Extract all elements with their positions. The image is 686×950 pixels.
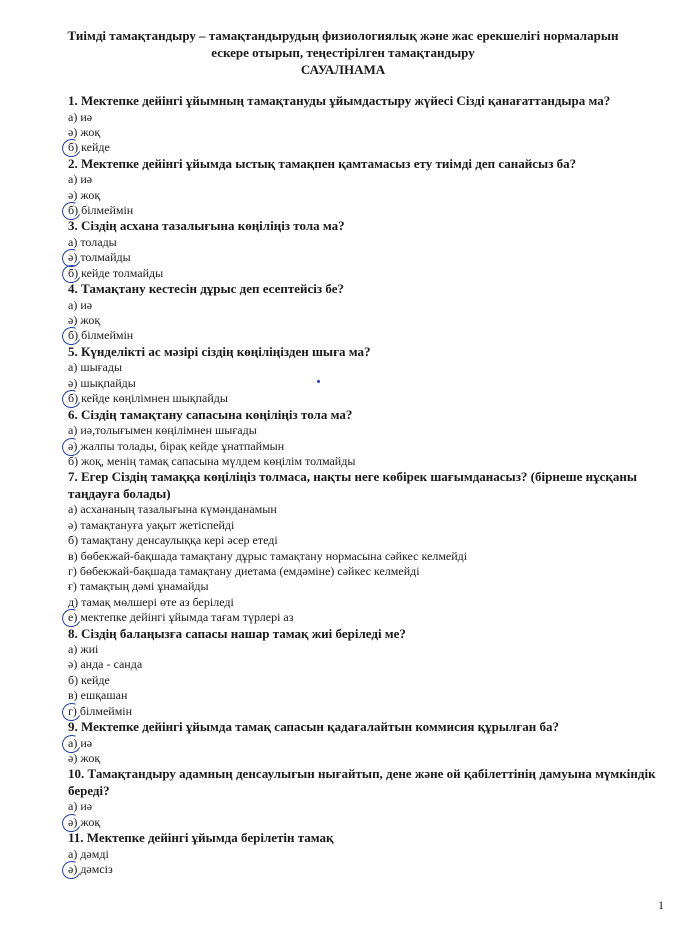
answer-option: а) шығады (68, 360, 123, 375)
answer-option: б) кейде (68, 672, 110, 687)
question-7: 7. Егер Сіздің тамаққа көңіліңіз толмаса, нақты неге көбірек шағымданасыз? (бірнеше нұсқаны таңдауға болады) (68, 469, 637, 501)
header-title-line1: Тиімді тамақтандыру – тамақтандырудың физиологиялық және жас ерекшелігі нормаларын (67, 28, 619, 43)
answer-option: а) иә (68, 799, 93, 814)
question-3: 3. Сіздің асхана тазалығына көңіліңіз тола ма? (68, 218, 345, 234)
answer-option-selected: б) білмеймін (68, 203, 658, 218)
header-title-line3: САУАЛНАМА (300, 62, 386, 77)
answer-option-selected: б) білмеймін (68, 328, 658, 343)
answer-option: ә) анда - санда (68, 657, 143, 672)
answer-option-selected: а) иә (68, 736, 658, 751)
answer-option: а) иә (68, 172, 93, 187)
answer-option-selected: е) мектепке дейінгі ұйымда тағам түрлері аз (68, 610, 658, 625)
answer-option: а) иә,толығымен көңілімнен шығады (68, 423, 257, 438)
answer-option: ә) тамақтануға уақыт жетіспейді (68, 517, 235, 532)
question-11: 11. Мектепке дейінгі ұйымда берілетін тамақ (68, 830, 334, 846)
question-2: 2. Мектепке дейінгі ұйымда ыстық тамақпен қамтамасыз ету тиімді деп санайсыз ба? (68, 155, 577, 171)
answer-option: а) иә (68, 297, 93, 312)
ink-dot (317, 380, 320, 383)
answer-option-selected: ә) дәмсіз (68, 862, 658, 877)
answer-option-selected: б) кейде толмайды (68, 266, 658, 281)
answer-option: ә) жоқ (68, 187, 101, 202)
question-6: 6. Сіздің тамақтану сапасына көңіліңіз тола ма? (68, 406, 353, 422)
answer-option: ғ) тамақтың дәмі ұнамайды (68, 579, 209, 594)
answer-option: б) жоқ, менің тамақ сапасына мүлдем көңілім толмайды (68, 453, 356, 468)
answer-option: д) тамақ мөлшері өте аз беріледі (68, 594, 234, 609)
question-1: 1. Мектепке дейінгі ұйымның тамақтануды ұйымдастыру жүйесі Сізді қанағаттандыра ма? (68, 93, 611, 108)
question-8: 8. Сіздің балаңызға сапасы нашар тамақ жиі беріледі ме? (68, 625, 406, 641)
answer-option: а) толады (68, 234, 117, 249)
answer-option-selected: б) кейде (68, 140, 658, 155)
header-title-line2: ескере отырып, теңестірілген тамақтандыру (211, 45, 475, 60)
page-number: 1 (658, 898, 664, 912)
answer-option: ә) жоқ (68, 313, 101, 328)
answer-option-selected: ә) жалпы толады, бірақ кейде ұнатпаймын (68, 439, 658, 454)
answer-option-selected: ә) толмайды (68, 250, 658, 265)
answer-option: в) бөбекжай-бақшада тамақтану дұрыс тамақтану нормасына сәйкес келмейді (68, 548, 468, 563)
answer-option-selected: г) білмеймін (68, 704, 658, 719)
answer-option: в) ешқашан (68, 688, 128, 703)
answer-option-selected: б) кейде көңілімнен шықпайды (68, 391, 658, 406)
answer-option: ә) жоқ (68, 751, 101, 765)
question-9: 9. Мектепке дейінгі ұйымда тамақ сапасын қадағалайтын коммисия құрылған ба? (68, 719, 559, 735)
answer-option: ә) жоқ (68, 124, 101, 139)
answer-option: а) жиі (68, 642, 99, 657)
answer-option: а) асхананың тазалығына күмәнданамын (68, 502, 277, 517)
questionnaire (68, 93, 658, 878)
question-5: 5. Күнделікті ас мәзірі сіздің көңіліңізден шыға ма? (68, 343, 371, 359)
question-10: 10. Тамақтандыру адамның денсаулығын нығайтып, дене және ой қабілеттінің дамуына мүмкіндік береді? (68, 766, 656, 798)
question-4: 4. Тамақтану кестесін дұрыс деп есептейсіз бе? (68, 281, 344, 297)
answer-option: а) иә (68, 109, 93, 124)
answer-option-selected: ә) жоқ (68, 815, 658, 830)
document-header (40, 27, 646, 78)
answer-option: г) бөбекжай-бақшада тамақтану диетама (емдәміне) сәйкес келмейді (68, 563, 420, 578)
answer-option: ә) шықпайды (68, 375, 136, 390)
answer-option: б) тамақтану денсаулыққа кері әсер етеді (68, 533, 278, 548)
answer-option: а) дәмді (68, 846, 109, 861)
